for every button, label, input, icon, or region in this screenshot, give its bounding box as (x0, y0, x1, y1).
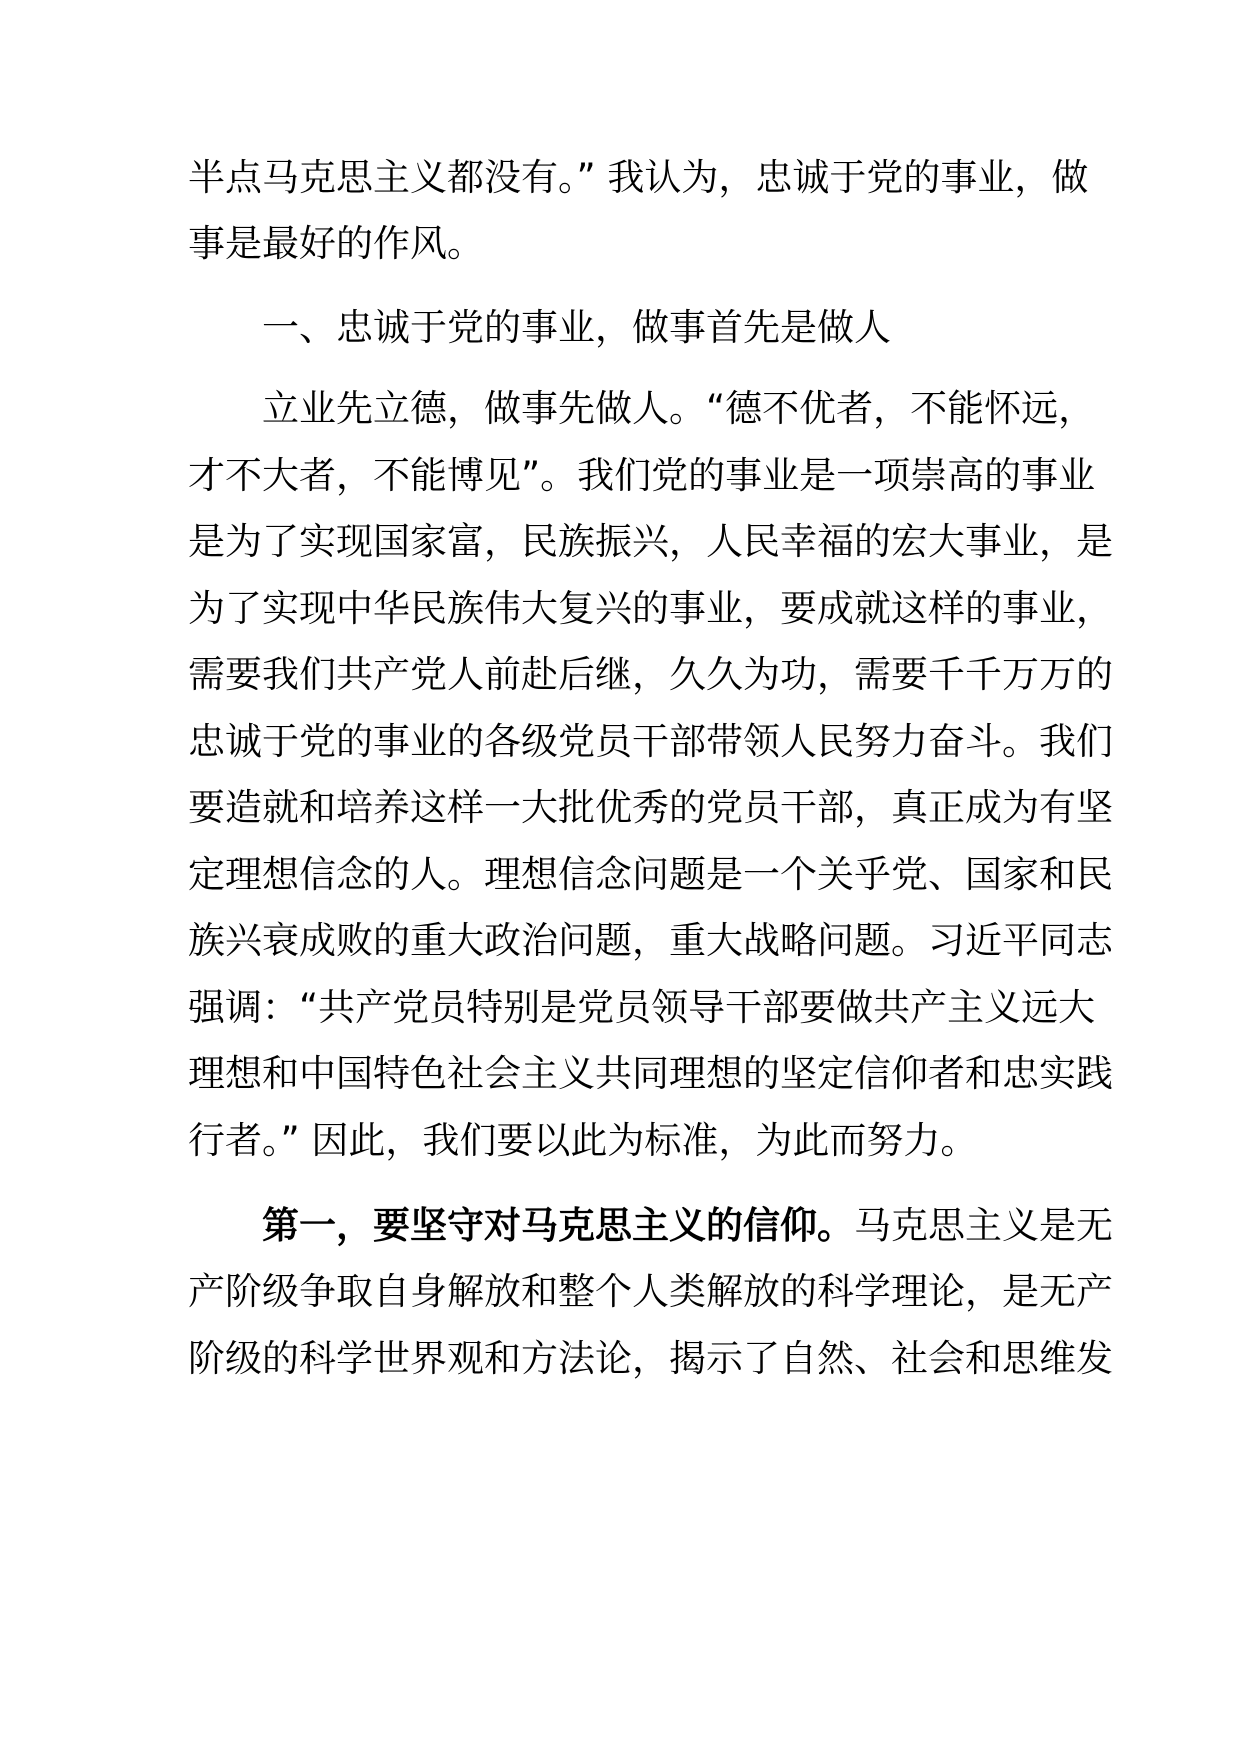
paragraph-line: 立业先立德，做事先做人。“德不优者，不能怀远， (262, 387, 1096, 430)
paragraph-line: 是为了实现国家富，民族振兴，人民幸福的宏大事业，是 (188, 520, 1113, 563)
paragraph-line: 强调：“共产党员特别是党员领导干部要做共产主义远大 (188, 986, 1096, 1029)
paragraph-line: 事是最好的作风。 (188, 222, 484, 265)
paragraph-line: 阶级的科学世界观和方法论，揭示了自然、社会和思维发 (188, 1337, 1113, 1380)
paragraph-line: 族兴衰成败的重大政治问题，重大战略问题。习近平同志 (188, 919, 1113, 962)
paragraph-line: 要造就和培养这样一大批优秀的党员干部，真正成为有坚 (188, 786, 1113, 829)
section-heading: 一、忠诚于党的事业，做事首先是做人 (262, 306, 891, 349)
paragraph-line: 忠诚于党的事业的各级党员干部带领人民努力奋斗。我们 (188, 720, 1113, 763)
paragraph-line: 为了实现中华民族伟大复兴的事业，要成就这样的事业， (188, 587, 1113, 630)
paragraph-line: 产阶级争取自身解放和整个人类解放的科学理论，是无产 (188, 1270, 1113, 1313)
paragraph-text: 马克思主义是无 (854, 1204, 1113, 1247)
paragraph-line: 需要我们共产党人前赴后继，久久为功，需要千千万万的 (188, 653, 1113, 696)
bold-lead: 第一，要坚守对马克思主义的信仰。 (262, 1204, 854, 1247)
paragraph-line (262, 1202, 1113, 1250)
paragraph-line: 行者。” 因此，我们要以此为标准，为此而努力。 (188, 1119, 978, 1162)
paragraph-line: 理想和中国特色社会主义共同理想的坚定信仰者和忠实践 (188, 1052, 1113, 1095)
paragraph-line: 定理想信念的人。理想信念问题是一个关乎党、国家和民 (188, 853, 1113, 896)
paragraph-line: 才不大者，不能博见”。我们党的事业是一项崇高的事业 (188, 454, 1096, 497)
paragraph-line: 半点马克思主义都没有。” 我认为，忠诚于党的事业，做 (188, 156, 1089, 199)
